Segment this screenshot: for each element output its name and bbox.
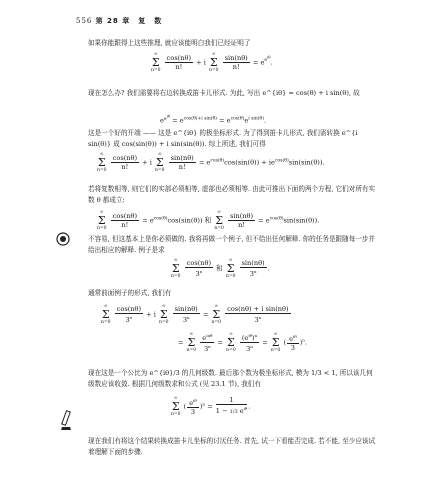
- equation-1: ∞ Σ n=0 $\frac{\cos(n\theta)}{n!}$ + i ∞ Σ n=0 $\frac{\sin(n\theta)}{n!}$ = $e^{e^{i\theta}}$.: [151, 52, 273, 73]
- pencil-icon: [58, 410, 74, 432]
- target-icon: [56, 232, 70, 246]
- equation-3: ∞ Σ n=0 $\frac{\cos(n\theta)}{n!}$ + i ∞ Σ n=0 $\frac{\sin(n\theta)}{n!}$ = $e^{cos(\theta)}\cos(\sin(\theta)) + ie^{cos(\theta)}\sin(\sin(\theta))$.: [97, 152, 325, 173]
- paragraph-8: 现在我们有将这个结果转换成笛卡儿坐标的讨厌任务. 首先, 试一下看能否完成. 若不能, 至少应该试着理解下面的步骤.: [88, 437, 376, 456]
- page-number: 556: [76, 17, 93, 25]
- equation-4: ∞ Σ n=0 $\frac{\cos(n\theta)}{n!}$ = $e^{cos(\theta)}\cos(\sin(\theta))$ 和 ∞ Σ n=0 $\frac{\sin(n\theta)}{n!}$ = $e^{cos(\theta)}\sin(\sin(\theta))$.: [97, 210, 320, 231]
- equation-6a: ∞ Σ n=0 $\frac{\cos(n\theta)}{3^n}$ + i ∞ Σ n=0 $\frac{\sin(n\theta)}{3^n}$ = ∞ Σ n=0 $\frac{\text{cos(nθ) + i sin(nθ)}}{3^n}$: [101, 304, 289, 325]
- paragraph-6: 通常前面例子的形式, 我们有: [88, 289, 172, 297]
- paragraph-1: 如果你能跟得上这些推理, 就应该能明白我们已经证明了: [88, 39, 251, 47]
- paragraph-3: 这是一个好的开端 —— 这是 e^{iθ} 的极坐标形式. 为了得到笛卡儿形式, 我们需转换 e^{i sin(θ)} 成 cos(sin(θ)) + i sin(sin(θ)). 综上所述, 我们可得: [88, 129, 358, 148]
- page-header: [76, 16, 168, 26]
- chapter-title: 第 28 章 复 数: [95, 17, 163, 25]
- paragraph-2: 现在怎么办? 我们需要将右边转换成笛卡儿形式. 为此, 写出 e^{iθ} = cos(θ) + i sin(θ), 故: [88, 89, 360, 97]
- equation-2: $e^{e^{i\theta}} = e^{cos(\theta)+i sin(\theta)} = e^{cos(\theta)}e^{i sin(\theta)}$.: [160, 114, 267, 125]
- paragraph-7: 现在这是一个公比为 e^{iθ}/3 的几何级数. 最后那个数为极坐标形式, 模为 1/3 < 1, 所以该几何级数应该收敛. 根据几何级数求和公式 (见 23.1 节), 我们有: [88, 369, 373, 388]
- equation-6b: = ∞ Σ n=0 $\frac{e^{in\theta}}{3^n}$ = ∞ Σ n=0 $\frac{(e^{i\theta})^n}{3^n}$ = ∞ Σ n=0 ( $\frac{e^{i\theta}}{3}$ )$^n$.: [178, 332, 307, 354]
- equation-7: ∞ Σ n=0 ( $\frac{e^{i\theta}}{3}$ )$^n$ = $\frac{1}{1 - 1/3 e^{i\theta}}$ .: [171, 396, 251, 417]
- paragraph-4: 若将复数相等, 则它们的实部必须相等, 虚部也必须相等. 由此可推出下面的两个方程, 它们对所有实数 θ 都成立:: [88, 185, 376, 204]
- equation-5: ∞ Σ n=0 $\frac{\cos(n\theta)}{3^n}$ 和 ∞ Σ n=0 $\frac{\sin(n\theta)}{3^n}$ .: [171, 258, 270, 279]
- paragraph-5: 不容易, 但这基本上是你必须做的. 我将再做一个例子, 但不给出任何解释. 你的任务是跟随每一步并给出相应的解释. 例子是求: [88, 235, 376, 254]
